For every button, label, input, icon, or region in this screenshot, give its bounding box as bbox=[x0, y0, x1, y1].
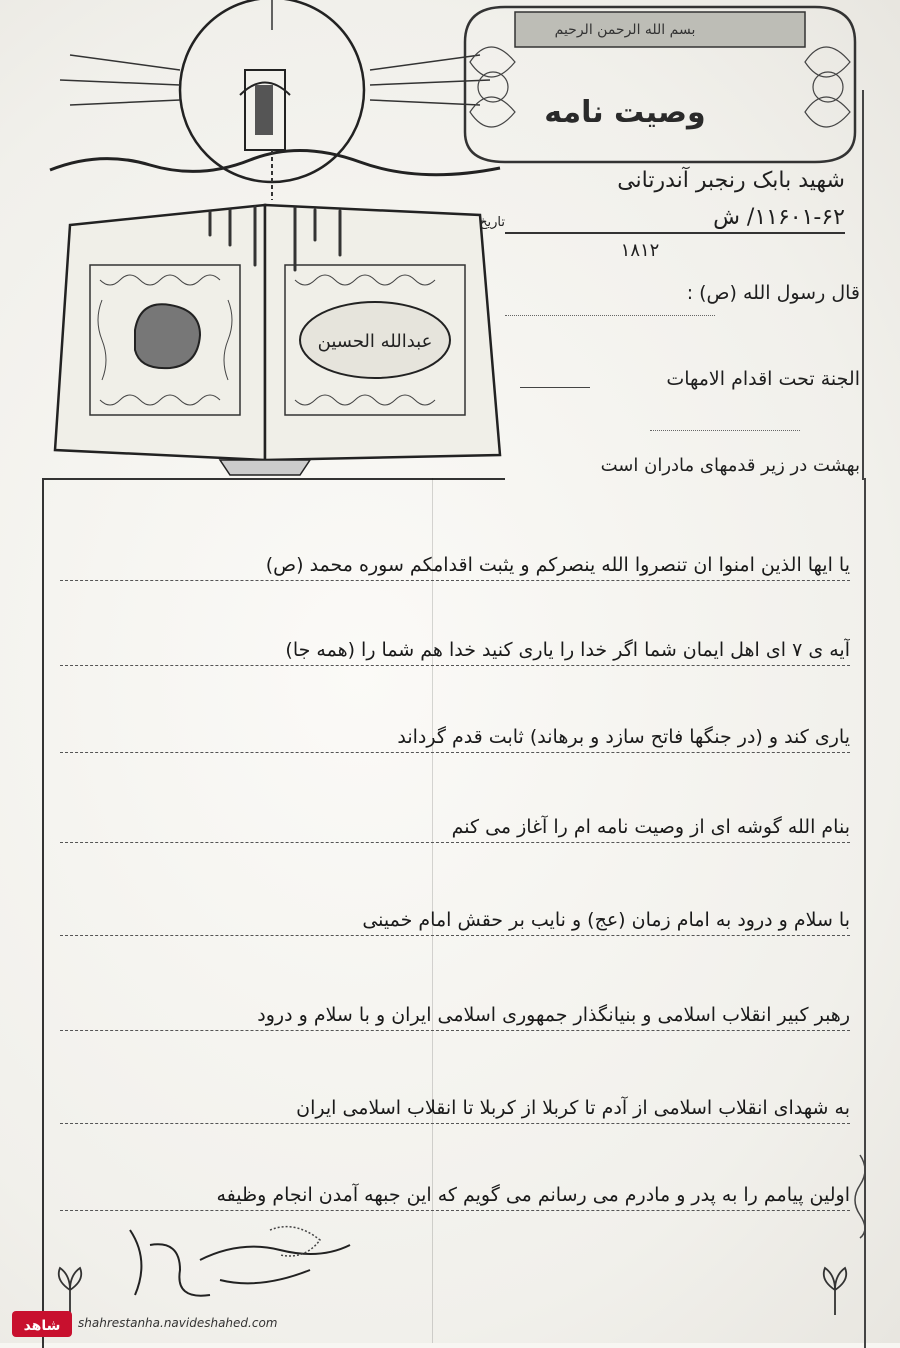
letter-line: یاری کند و (در جنگها فاتح سازد و برهاند) ثابت قدم گرداند bbox=[60, 722, 850, 753]
page-title: وصیت نامه bbox=[544, 95, 706, 130]
record-number: ۱۱۶۰۱-۶۲/ ش bbox=[505, 205, 845, 234]
watermark-url[interactable]: shahrestanha.navideshahed.com bbox=[78, 1316, 278, 1330]
flower-ornament-icon bbox=[810, 1260, 860, 1320]
divider bbox=[650, 430, 800, 431]
letter-line: اولین پیامم را به پدر و مادرم می رسانم می گویم که این جبهه آمدن انجام وظیفه bbox=[60, 1180, 850, 1211]
fist-emblem-icon bbox=[240, 70, 290, 150]
letter-line: آیه ی ۷ ای اهل ایمان شما اگر خدا را یاری کنید خدا هم شما را (همه جا) bbox=[60, 635, 850, 666]
banner-text: بسم الله الرحمن الرحیم bbox=[554, 22, 696, 38]
letter-line: یا ایها الذین امنوا ان تنصروا الله ینصرکم و یثبت اقدامکم سوره محمد (ص) bbox=[60, 550, 850, 581]
hadith-arabic: الجنة تحت اقدام الامهات bbox=[666, 368, 860, 390]
letter-line: رهبر کبیر انقلاب اسلامی و بنیانگذار جمهوری اسلامی ایران و با سلام و درود bbox=[60, 1000, 850, 1031]
record-suffix: تاریخ bbox=[479, 215, 505, 230]
letter-line: با سلام و درود به امام زمان (عج) و نایب بر حقش امام خمینی bbox=[60, 905, 850, 936]
divider bbox=[520, 387, 590, 388]
martyr-name: شهید بابک رنجبر آندرتانی bbox=[617, 168, 845, 193]
watermark-logo-text: شاهد bbox=[23, 1318, 61, 1334]
hadith-translation: بهشت در زیر قدمهای مادران است bbox=[600, 455, 860, 476]
frame-border bbox=[862, 90, 864, 480]
hadith-intro: قال رسول الله (ص) : bbox=[686, 282, 860, 304]
divider bbox=[505, 315, 715, 316]
emblem-illustration bbox=[40, 0, 510, 480]
letter-line: بنام الله گوشه ای از وصیت نامه ام را آغاز می کنم bbox=[60, 812, 850, 843]
signature bbox=[120, 1200, 360, 1320]
open-book-icon bbox=[55, 205, 500, 475]
vine-ornament-icon bbox=[845, 1150, 875, 1240]
record-number-secondary: ۱۸۱۲ bbox=[620, 240, 660, 261]
emblem-caption: عبدالله الحسین bbox=[317, 331, 433, 352]
letter-line: به شهدای انقلاب اسلامی از آدم تا کربلا از کربلا تا انقلاب اسلامی ایران bbox=[60, 1093, 850, 1124]
